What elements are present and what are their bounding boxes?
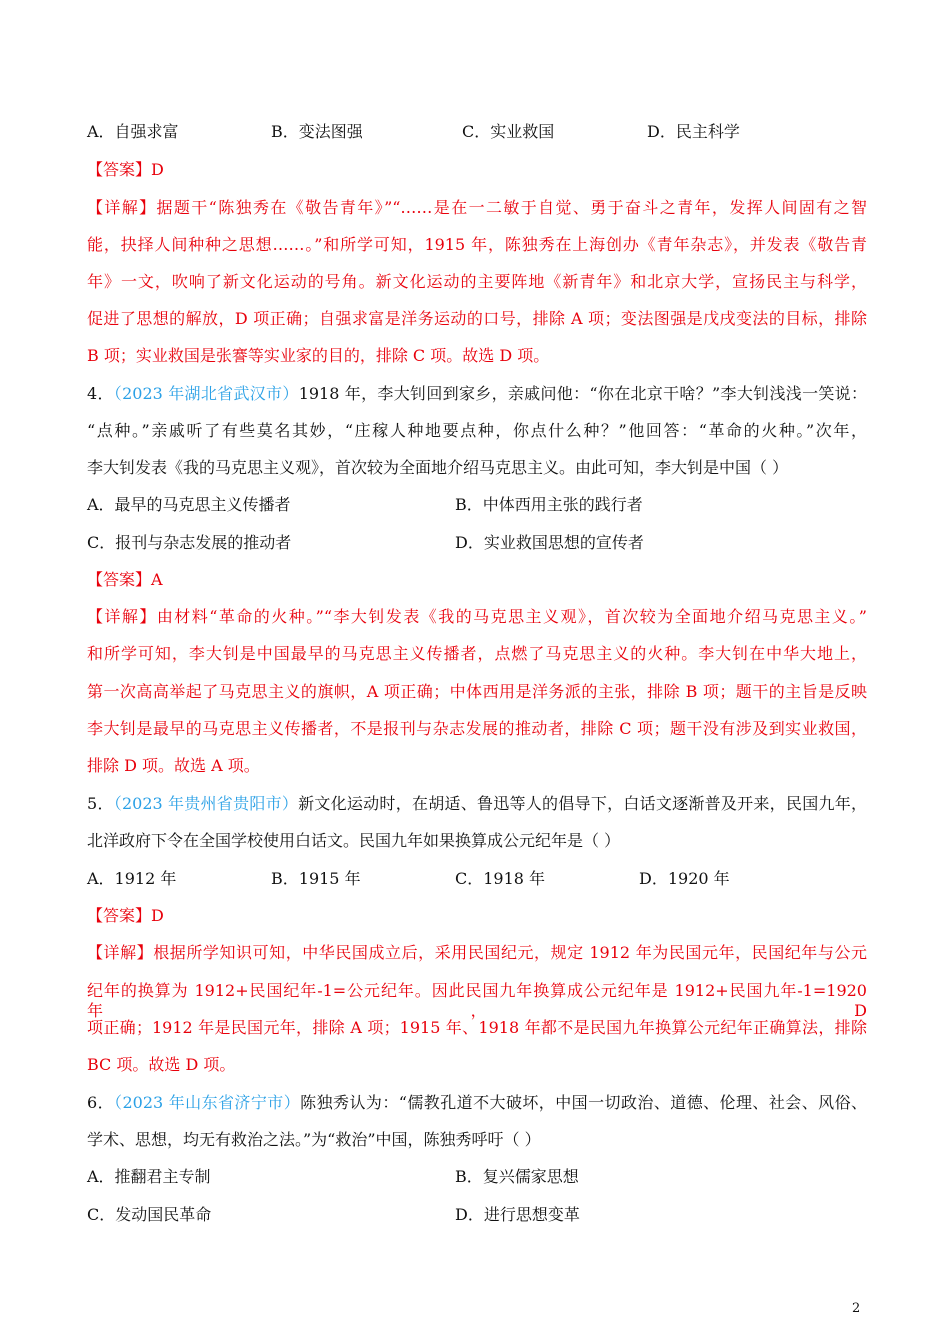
q6-stem-line [87, 1093, 867, 1113]
q4-option-d: D．实业救国思想的宣传者 [455, 533, 644, 552]
q4-detail-line: 和所学可知，李大钊是中国最早的马克思主义传播者，点燃了马克思主义的火种。李大钊在中华大地上， [87, 644, 867, 663]
q4-answer: 【答案】A [87, 570, 163, 589]
q3-answer: 【答案】D [87, 160, 164, 179]
q4-source: （2023 年湖北省武汉市） [113, 384, 299, 403]
q5-stem-line [87, 794, 867, 814]
q4-detail-line: 李大钊是最早的马克思主义传播者，不是报刊与杂志发展的推动者，排除 C 项；题干没有涉及到实业救国， [87, 719, 867, 738]
q6-source: （2023 年山东省济宁市） [114, 1093, 301, 1112]
q5-detail-line: 【详解】根据所学知识可知，中华民国成立后，采用民国纪元，规定 1912 年为民国元年，民国纪年与公元 [87, 943, 867, 962]
q5-option-b: B．1915 年 [271, 869, 361, 888]
q3-detail-line: 【详解】据题干“陈独秀在《敬告青年》”“……是在一二敏于自觉、勇于奋斗之青年，发挥人间固有之智 [87, 198, 867, 217]
q6-option-d: D．进行思想变革 [455, 1205, 580, 1224]
q4-stem-line: “点种。”亲戚听了有些莫名其妙，“庄稼人种地要点种，你点什么种？”他回答：“革命的火种。”次年， [87, 421, 867, 440]
q3-detail-line: 促进了思想的解放，D 项正确；自强求富是洋务运动的口号，排除 A 项；变法图强是戊戌变法的目标，排除 [87, 309, 867, 328]
q4-option-b: B．中体西用主张的践行者 [455, 495, 643, 514]
q5-option-a: A．1912 年 [87, 869, 177, 888]
q5-source: （2023 年贵州省贵阳市） [113, 794, 299, 813]
q3-detail-line: B 项；实业救国是张謇等实业家的目的，排除 C 项。故选 D 项。 [87, 346, 550, 365]
page-number: 2 [852, 1301, 861, 1316]
q4-stem-line [87, 384, 867, 404]
q5-stem-line: 北洋政府下令在全国学校使用白话文。民国九年如果换算成公元纪年是（ ） [87, 831, 621, 850]
q5-option-c: C．1918 年 [455, 869, 546, 888]
q3-detail-line: 年》一文，吹响了新文化运动的号角。新文化运动的主要阵地《新青年》和北京大学，宣扬民主与科学， [87, 272, 867, 291]
q5-number: 5． [87, 794, 114, 813]
q4-option-a: A．最早的马克思主义传播者 [87, 495, 291, 514]
q3-option-a: A．自强求富 [87, 122, 179, 141]
q3-option-d: D．民主科学 [647, 122, 740, 141]
q5-detail-line: 项正确；1912 年是民国元年，排除 A 项；1915 年、1918 年都不是民国九年换算公元纪年正确算法，排除 [87, 1018, 867, 1037]
q5-answer: 【答案】D [87, 906, 164, 925]
q4-detail-line: 第一次高高举起了马克思主义的旗帜，A 项正确；中体西用是洋务派的主张，排除 B 项；题干的主旨是反映 [87, 682, 867, 701]
q5-option-d: D．1920 年 [639, 869, 730, 888]
q4-detail-line: 【详解】由材料“革命的火种。”“李大钊发表《我的马克思主义观》，首次较为全面地介绍马克思主义。” [87, 607, 867, 626]
q3-detail-line: 能，抉择人间种种之思想……。”和所学可知，1915 年，陈独秀在上海创办《青年杂志》，并发表《敬告青 [87, 235, 867, 254]
q6-stem-text: 陈独秀认为：“儒教孔道不大破坏，中国一切政治、道德、伦理、社会、风俗、 [300, 1093, 867, 1112]
q6-option-c: C．发动国民革命 [87, 1205, 212, 1224]
q3-option-b: B．变法图强 [271, 122, 363, 141]
q6-option-a: A．推翻君主专制 [87, 1167, 211, 1186]
q4-number: 4． [87, 384, 114, 403]
q4-stem-line: 李大钊发表《我的马克思主义观》，首次较为全面地介绍马克思主义。由此可知，李大钊是中国（ ） [87, 458, 789, 477]
q5-detail-line: 纪年的换算为 1912+民国纪年-1=公元纪年。因此民国九年换算成公元纪年是 1912+民国九年-1=1920 年，D [87, 981, 867, 1020]
q3-option-c: C．实业救国 [462, 122, 555, 141]
q6-number: 6． [87, 1093, 115, 1112]
q5-detail-line: BC 项。故选 D 项。 [87, 1055, 236, 1074]
q6-option-b: B．复兴儒家思想 [455, 1167, 579, 1186]
q4-stem-text: 1918 年，李大钊回到家乡，亲戚问他：“你在北京干啥？”李大钊浅浅一笑说： [298, 384, 867, 403]
q4-option-c: C．报刊与杂志发展的推动者 [87, 533, 292, 552]
q6-stem-line: 学术、思想，均无有救治之法。”为“救治”中国，陈独秀呼吁（ ） [87, 1130, 541, 1149]
q5-stem-text: 新文化运动时，在胡适、鲁迅等人的倡导下，白话文逐渐普及开来，民国九年， [298, 794, 867, 813]
q4-detail-line: 排除 D 项。故选 A 项。 [87, 756, 260, 775]
